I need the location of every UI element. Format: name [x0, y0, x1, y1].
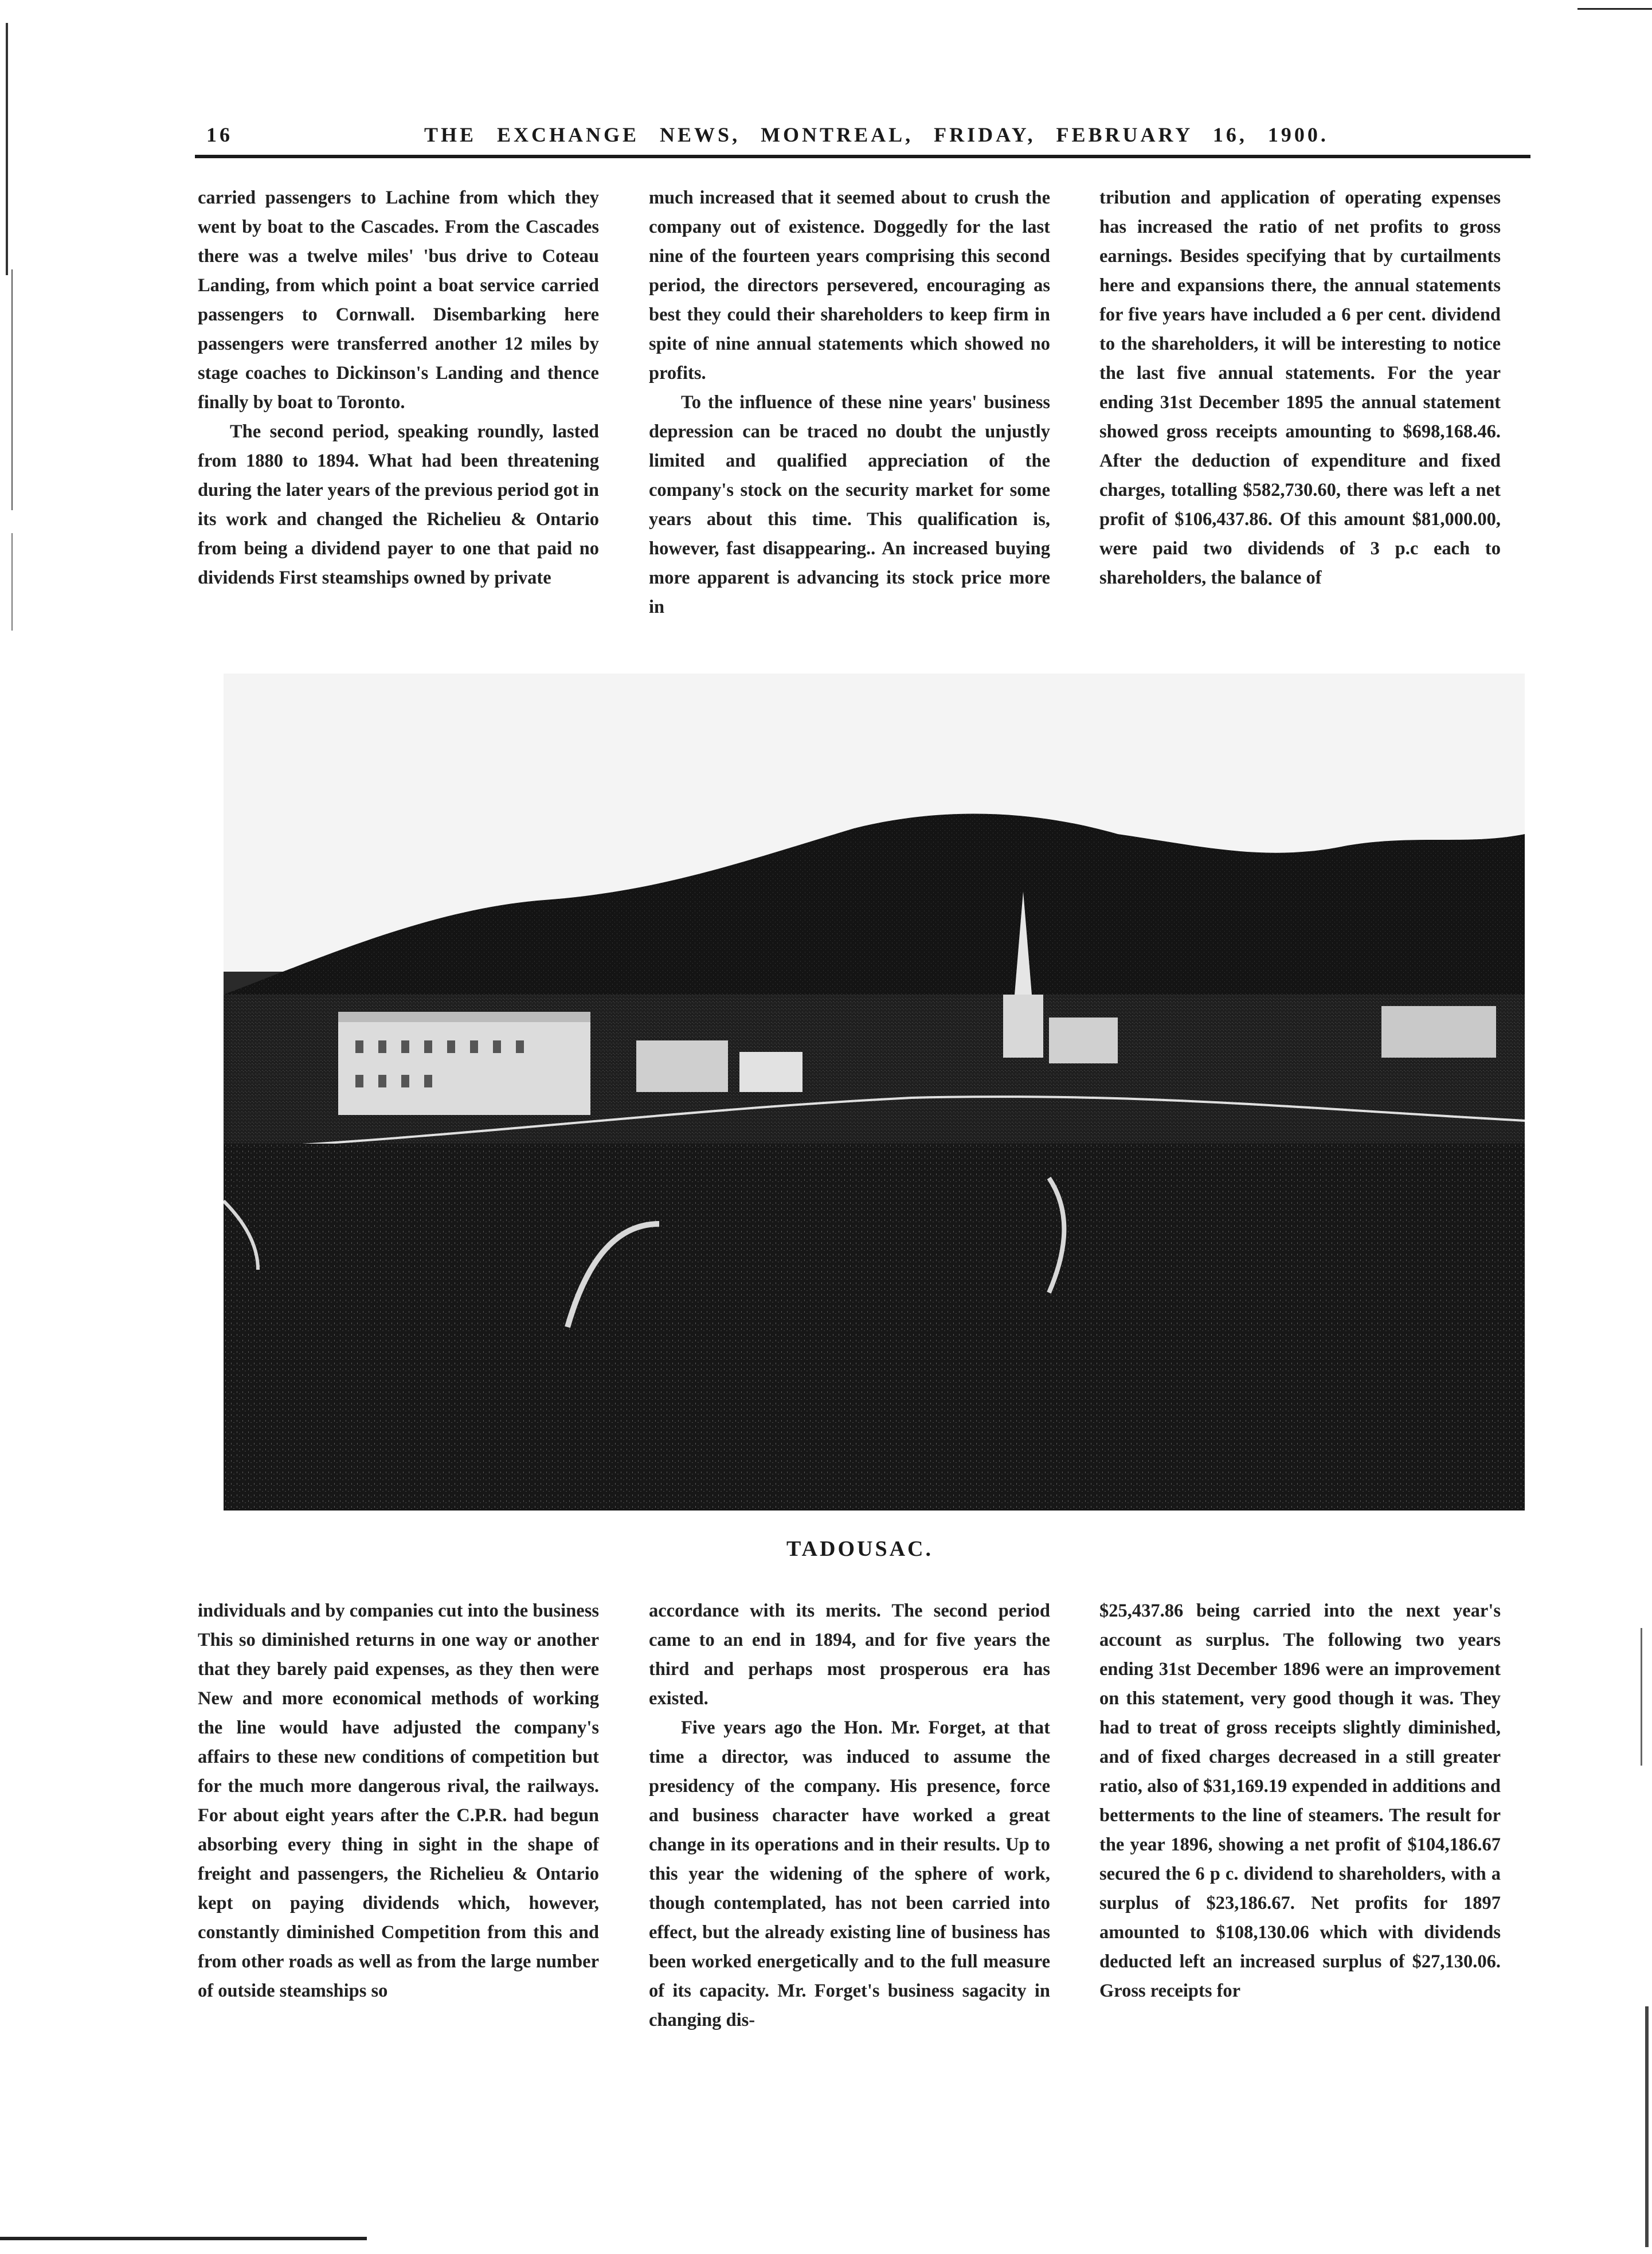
tadousac-photograph — [224, 674, 1525, 1511]
column-top-3 — [1099, 183, 1501, 642]
field — [224, 1144, 1525, 1511]
column-bottom-1 — [198, 1596, 599, 2170]
header-rule — [195, 155, 1530, 158]
paragraph: $25,437.86 being carried into the next year's account as surplus. The following two years ending 31st December 1896 were an improvement on this statement, very good though it was. They had to treat of gross receipts slightly diminished, and of fixed charges decreased in a still greater ratio, also of $31,169.19 expended in additions and betterments to the line of steamers. The result for the year 1896, showing a net profit of $104,186.67 secured the 6 p c. dividend to shareholders, with a surplus of $23,186.67. Net profits for 1897 amounted to $108,130.06 which with dividends deducted left an increased surplus of $27,130.06. Gross receipts for — [1099, 1601, 1501, 2001]
page-edge-mark — [11, 533, 13, 631]
page-edge-mark — [6, 23, 8, 275]
page-edge-mark — [1577, 8, 1652, 10]
building — [1049, 1018, 1118, 1063]
paragraph: The second period, speaking roundly, lasted from 1880 to 1894. What had been threatening during the later years of the previous period got in its work and changed the Richelieu & Ontario from being a dividend payer to one that paid no dividends First steamships owned by private — [198, 421, 599, 588]
paragraph: much increased that it seemed about to crush the company out of existence. Doggedly for the last nine of the fourteen years comprising this second period, the directors persevered, encouraging as best they could their shareholders to keep firm in spite of nine annual statements which showed no profits. — [649, 187, 1050, 384]
column-top-2 — [649, 183, 1050, 642]
photo-caption: TADOUSAC. — [786, 1537, 933, 1561]
building — [1381, 1006, 1496, 1058]
masthead: THE EXCHANGE NEWS, MONTREAL, FRIDAY, FEBRUARY 16, 1900. — [424, 123, 1329, 146]
page-edge-mark — [1641, 1628, 1642, 1766]
column-top-1 — [198, 183, 599, 642]
page-edge-mark — [0, 2237, 367, 2240]
hotel-building — [338, 1012, 590, 1115]
photo-illustration — [224, 674, 1525, 1511]
building — [636, 1040, 728, 1092]
paragraph: To the influence of these nine years' business depression can be traced no doubt the unjustly limited and qualified appreciation of the company's stock on the security market for some years about this time. This qualification is, however, fast disappearing.. An increased buying more apparent is advancing its stock price more in — [649, 392, 1050, 617]
page-header — [206, 119, 1530, 159]
paragraph: tribution and application of operating expenses has increased the ratio of net profits to gross earnings. Besides specifying that by curtailments here and expansions there, the annual statements for five years have included a 6 per cent. dividend to the shareholders, it will be interesting to notice the last five annual statements. For the year ending 31st December 1895 the annual statement showed gross receipts amounting to $698,168.46. After the deduction of expenditure and fixed charges, totalling $582,730.60, there was left a net profit of $106,437.86. Of this amount $81,000.00, were paid two dividends of 3 p.c each to shareholders, the balance of — [1099, 187, 1501, 588]
column-bottom-3 — [1099, 1596, 1501, 2170]
paragraph: accordance with its merits. The second period came to an end in 1894, and for five years the third and perhaps most prosperous era has existed. — [649, 1601, 1050, 1709]
page-number: 16 — [206, 123, 233, 146]
page-edge-mark — [1645, 2006, 1649, 2247]
column-bottom-2 — [649, 1596, 1050, 2170]
page-edge-mark — [11, 269, 13, 510]
paragraph: individuals and by companies cut into the business This so diminished returns in one way or another that they barely paid expenses, as they then were New and more economical methods of working the line would have adjusted the company's affairs to these new conditions of competition but for the much more dangerous rival, the railways. For about eight years after the C.P.R. had begun absorbing every thing in sight in the shape of freight and passengers, the Richelieu & Ontario kept on paying dividends which, however, constantly diminished Competition from this and from other roads as well as from the large number of outside steamships so — [198, 1601, 599, 2001]
paragraph: carried passengers to Lachine from which they went by boat to the Cascades. From the Cascades there was a twelve miles' 'bus drive to Coteau Landing, from which point a boat service carried passengers to Cornwall. Disembarking here passengers were transferred another 12 miles by stage coaches to Dickinson's Landing and thence finally by boat to Toronto. — [198, 187, 599, 413]
building — [739, 1052, 802, 1092]
paragraph: Five years ago the Hon. Mr. Forget, at that time a director, was induced to assume the presidency of the company. His presence, force and business character have worked a great change in its operations and in their results. Up to this year the widening of the sphere of work, though contemplated, has not been carried into effect, but the already existing line of business has been worked energetically and to the full measure of its capacity. Mr. Forget's business sagacity in changing dis- — [649, 1717, 1050, 2030]
